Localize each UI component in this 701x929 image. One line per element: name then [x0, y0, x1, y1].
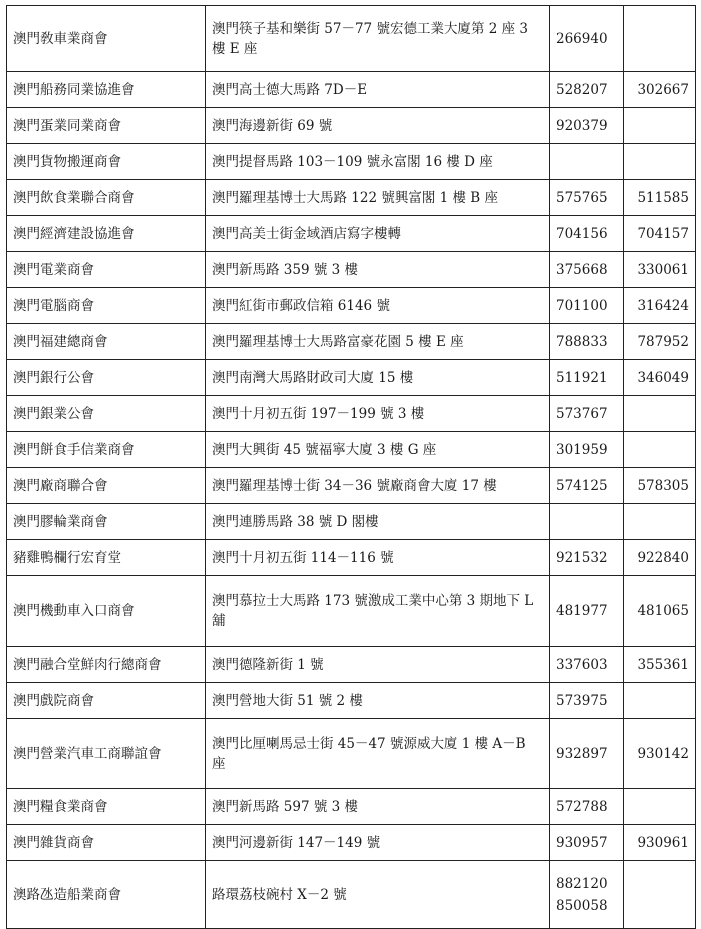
table-row	[7, 683, 696, 719]
association-name: 澳門銀業公會	[7, 396, 206, 432]
phone-1: 574125	[550, 468, 624, 504]
association-name: 澳路氹造船業商會	[7, 861, 206, 929]
address: 澳門海邊新街 69 號	[206, 108, 550, 144]
phone-2	[624, 396, 696, 432]
association-name: 澳門經濟建設協進會	[7, 216, 206, 252]
phone-2: 316424	[624, 288, 696, 324]
phone-1: 266940	[550, 6, 624, 72]
table-row	[7, 324, 696, 360]
table-row	[7, 288, 696, 324]
table-row	[7, 108, 696, 144]
address: 澳門十月初五街 114－116 號	[206, 540, 550, 576]
address: 澳門新馬路 597 號 3 樓	[206, 789, 550, 825]
phone-2	[624, 108, 696, 144]
phone-2	[624, 144, 696, 180]
phone-2: 787952	[624, 324, 696, 360]
phone-2	[624, 6, 696, 72]
address: 澳門高美士街金域酒店寫字樓轉	[206, 216, 550, 252]
phone-1: 375668	[550, 252, 624, 288]
table-row	[7, 576, 696, 647]
phone-1: 511921	[550, 360, 624, 396]
phone-1	[550, 504, 624, 540]
address: 澳門營地大街 51 號 2 樓	[206, 683, 550, 719]
table-row	[7, 647, 696, 683]
address: 澳門羅理基博士大馬路富豪花園 5 樓 E 座	[206, 324, 550, 360]
table-row	[7, 789, 696, 825]
association-name: 澳門福建總商會	[7, 324, 206, 360]
table-row	[7, 360, 696, 396]
address: 澳門提督馬路 103－109 號永富閣 16 樓 D 座	[206, 144, 550, 180]
phone-2	[624, 504, 696, 540]
address: 澳門河邊新街 147－149 號	[206, 825, 550, 861]
table-row	[7, 396, 696, 432]
table-row	[7, 825, 696, 861]
address: 澳門南灣大馬路財政司大廈 15 樓	[206, 360, 550, 396]
phone-2	[624, 861, 696, 929]
address: 澳門筷子基和樂街 57－77 號宏德工業大廈第 2 座 3 樓 E 座	[206, 6, 550, 72]
phone-2	[624, 683, 696, 719]
phone-1: 701100	[550, 288, 624, 324]
association-name: 豬雞鴨欄行宏育堂	[7, 540, 206, 576]
association-name: 澳門船務同業協進會	[7, 72, 206, 108]
phone-1: 921532	[550, 540, 624, 576]
association-name: 澳門貨物搬運商會	[7, 144, 206, 180]
phone-1-line-2: 850058	[556, 897, 608, 914]
association-name: 澳門戲院商會	[7, 683, 206, 719]
phone-1: 930957	[550, 825, 624, 861]
address: 澳門連勝馬路 38 號 D 閣樓	[206, 504, 550, 540]
address: 澳門大興街 45 號福寧大廈 3 樓 G 座	[206, 432, 550, 468]
table-row	[7, 72, 696, 108]
address: 澳門羅理基博士街 34－36 號廠商會大廈 17 樓	[206, 468, 550, 504]
association-name: 澳門雜貨商會	[7, 825, 206, 861]
table-row	[7, 216, 696, 252]
address: 澳門慕拉士大馬路 173 號激成工業中心第 3 期地下 L 舖	[206, 576, 550, 647]
table-row	[7, 540, 696, 576]
directory-table	[6, 5, 696, 929]
association-name: 澳門飲食業聯合商會	[7, 180, 206, 216]
association-name: 澳門蛋業同業商會	[7, 108, 206, 144]
phone-1: 481977	[550, 576, 624, 647]
phone-1-line-1: 882120	[556, 875, 608, 892]
address: 澳門新馬路 359 號 3 樓	[206, 252, 550, 288]
phone-1: 528207	[550, 72, 624, 108]
association-name: 澳門營業汽車工商聯誼會	[7, 719, 206, 789]
table-row	[7, 6, 696, 72]
table-row	[7, 144, 696, 180]
phone-2: 930961	[624, 825, 696, 861]
phone-1	[550, 144, 624, 180]
address: 澳門紅街市郵政信箱 6146 號	[206, 288, 550, 324]
address: 澳門高士德大馬路 7D－E	[206, 72, 550, 108]
phone-1: 920379	[550, 108, 624, 144]
phone-1: 572788	[550, 789, 624, 825]
association-name: 澳門機動車入口商會	[7, 576, 206, 647]
phone-2	[624, 432, 696, 468]
association-name: 澳門電業商會	[7, 252, 206, 288]
phone-1: 573767	[550, 396, 624, 432]
address: 澳門十月初五街 197－199 號 3 樓	[206, 396, 550, 432]
address: 澳門比厘喇馬忌士街 45－47 號源威大廈 1 樓 A－B 座	[206, 719, 550, 789]
table-row	[7, 468, 696, 504]
phone-1: 337603	[550, 647, 624, 683]
association-name: 澳門銀行公會	[7, 360, 206, 396]
association-name: 澳門廠商聯合會	[7, 468, 206, 504]
phone-1: 575765	[550, 180, 624, 216]
table-row	[7, 719, 696, 789]
phone-1: 301959	[550, 432, 624, 468]
phone-2: 922840	[624, 540, 696, 576]
address: 澳門德隆新街 1 號	[206, 647, 550, 683]
phone-2: 578305	[624, 468, 696, 504]
phone-2: 930142	[624, 719, 696, 789]
address: 澳門羅理基博士大馬路 122 號興富閣 1 樓 B 座	[206, 180, 550, 216]
phone-1	[550, 861, 624, 929]
association-name: 澳門餅食手信業商會	[7, 432, 206, 468]
association-name: 澳門膠輪業商會	[7, 504, 206, 540]
table-row	[7, 504, 696, 540]
phone-1: 704156	[550, 216, 624, 252]
phone-2: 481065	[624, 576, 696, 647]
phone-2: 704157	[624, 216, 696, 252]
association-name: 澳門敎車業商會	[7, 6, 206, 72]
table-row	[7, 252, 696, 288]
phone-2	[624, 789, 696, 825]
table-row	[7, 861, 696, 929]
phone-2: 346049	[624, 360, 696, 396]
association-name: 澳門電腦商會	[7, 288, 206, 324]
phone-1: 788833	[550, 324, 624, 360]
phone-2: 355361	[624, 647, 696, 683]
phone-1: 932897	[550, 719, 624, 789]
phone-2: 511585	[624, 180, 696, 216]
phone-2: 330061	[624, 252, 696, 288]
phone-2: 302667	[624, 72, 696, 108]
address: 路環荔枝碗村 X－2 號	[206, 861, 550, 929]
association-name: 澳門融合堂鮮肉行總商會	[7, 647, 206, 683]
directory-table-body	[7, 6, 696, 929]
association-name: 澳門糧食業商會	[7, 789, 206, 825]
table-row	[7, 432, 696, 468]
table-row	[7, 180, 696, 216]
phone-1: 573975	[550, 683, 624, 719]
